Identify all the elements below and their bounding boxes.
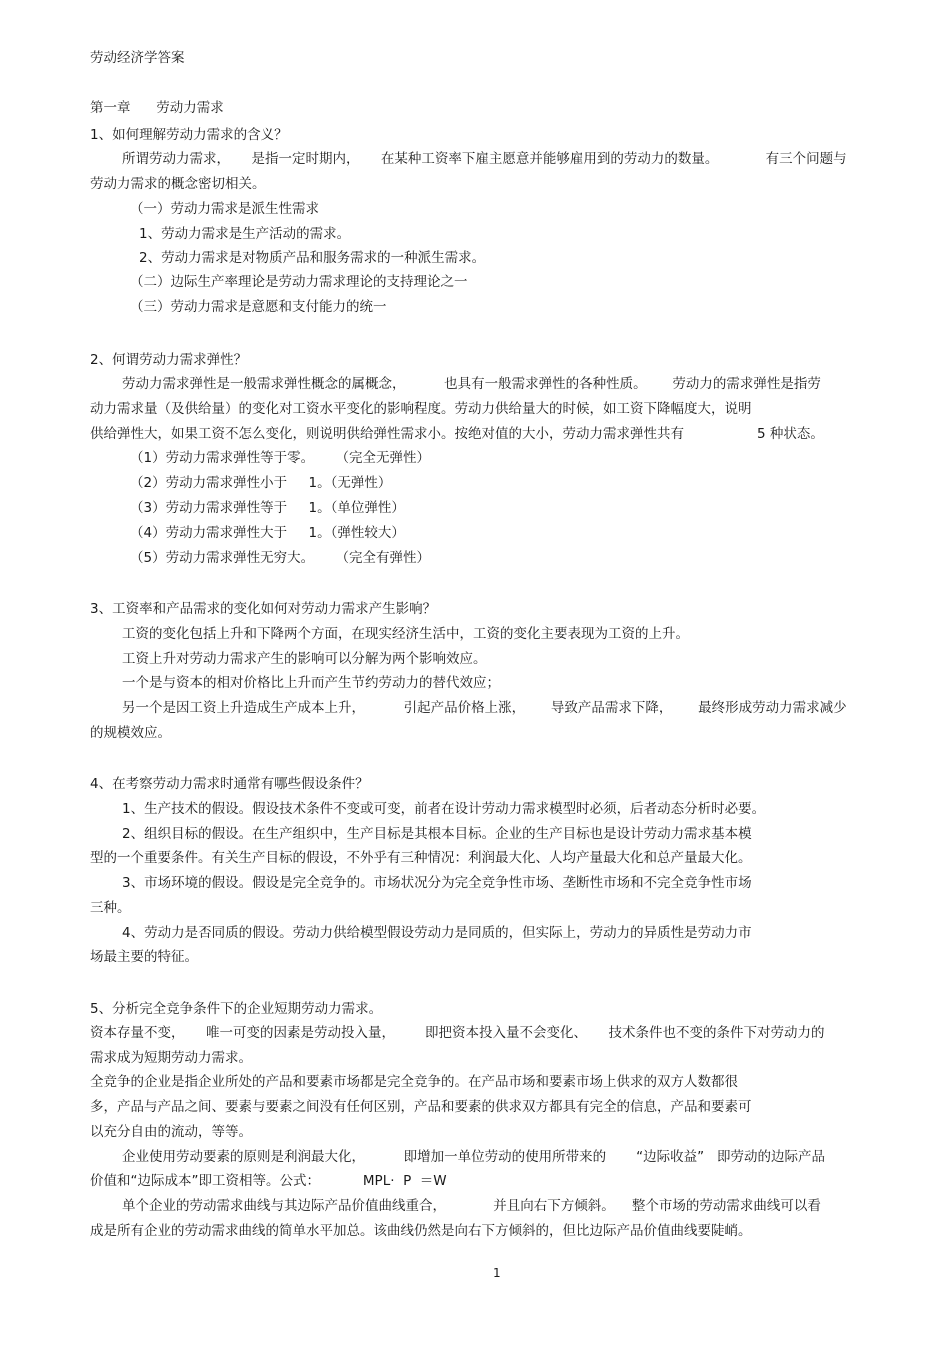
- paragraph-line: 一个是与资本的相对价格比上升而产生节约劳动力的替代效应；: [122, 675, 500, 691]
- formula-line: 价值和“边际成本”即工资相等。公式： MPL· P ＝W: [90, 1173, 447, 1189]
- chapter-heading: 第一章 劳动力需求: [90, 100, 224, 116]
- question-heading: 4、在考察劳动力需求时通常有哪些假设条件？: [90, 776, 369, 792]
- paragraph-line: 资本存量不变， 唯一可变的因素是劳动投入量， 即把资本投入量不会变化、 技术条件也不变的条件下对劳动力的: [90, 1025, 825, 1041]
- paragraph-line: 工资的变化包括上升和下降两个方面，在现实经济生活中，工资的变化主要表现为工资的上升。: [122, 626, 689, 642]
- list-item: 1、劳动力需求是生产活动的需求。: [139, 226, 351, 242]
- list-item: （3）劳动力需求弹性等于 1。（单位弹性）: [130, 500, 405, 516]
- paragraph-line: 3、市场环境的假设。假设是完全竞争的。市场状况分为完全竞争性市场、垄断性市场和不完全竞争性市场: [122, 875, 752, 891]
- paragraph-line: 劳动力需求弹性是一般需求弹性概念的属概念， 也具有一般需求弹性的各种性质。 劳动力的需求弹性是指劳: [122, 376, 821, 392]
- list-item: （三）劳动力需求是意愿和支付能力的统一: [130, 299, 387, 315]
- paragraph-line: 劳动力需求的概念密切相关。: [90, 176, 266, 192]
- list-item: 2、劳动力需求是对物质产品和服务需求的一种派生需求。: [139, 250, 486, 266]
- paragraph-line: 以充分自由的流动，等等。: [90, 1124, 252, 1140]
- list-item: （4）劳动力需求弹性大于 1。（弹性较大）: [130, 525, 405, 541]
- paragraph-line: 全竞争的企业是指企业所处的产品和要素市场都是完全竞争的。在产品市场和要素市场上供求的双方人数都很: [90, 1074, 738, 1090]
- paragraph-line: 4、劳动力是否同质的假设。劳动力供给模型假设劳动力是同质的，但实际上，劳动力的异质性是劳动力市: [122, 925, 752, 941]
- paragraph-line: 单个企业的劳动需求曲线与其边际产品价值曲线重合， 并且向右下方倾斜。 整个市场的劳动需求曲线可以看: [122, 1198, 821, 1214]
- paragraph-line: 型的一个重要条件。有关生产目标的假设，不外乎有三种情况：利润最大化、人均产量最大化和总产量最大化。: [90, 850, 752, 866]
- paragraph-line: 企业使用劳动要素的原则是利润最大化， 即增加一单位劳动的使用所带来的 “边际收益” 即劳动的边际产品: [122, 1149, 826, 1165]
- question-heading: 5、分析完全竞争条件下的企业短期劳动力需求。: [90, 1001, 383, 1017]
- list-item: （5）劳动力需求弹性无穷大。 （完全有弹性）: [130, 550, 431, 566]
- list-item: （1）劳动力需求弹性等于零。 （完全无弹性）: [130, 450, 431, 466]
- list-item: （一）劳动力需求是派生性需求: [130, 201, 319, 217]
- list-item: （二）边际生产率理论是劳动力需求理论的支持理论之一: [130, 274, 468, 290]
- question-heading: 2、何谓劳动力需求弹性？: [90, 352, 248, 368]
- paragraph-line: 动力需求量（及供给量）的变化对工资水平变化的影响程度。劳动力供给量大的时候，如工资下降幅度大，说明: [90, 401, 752, 417]
- paragraph-line: 三种。: [90, 900, 131, 916]
- question-heading: 3、工资率和产品需求的变化如何对劳动力需求产生影响？: [90, 601, 437, 617]
- page-number: 1: [493, 1266, 501, 1280]
- paragraph-line: 场最主要的特征。: [90, 949, 198, 965]
- paragraph-line: 1、生产技术的假设。假设技术条件不变或可变，前者在设计劳动力需求模型时必须，后者动态分析时必要。: [122, 801, 766, 817]
- paragraph-line: 工资上升对劳动力需求产生的影响可以分解为两个影响效应。: [122, 651, 487, 667]
- paragraph-line: 需求成为短期劳动力需求。: [90, 1050, 252, 1066]
- question-heading: 1、如何理解劳动力需求的含义？: [90, 127, 288, 143]
- paragraph-line: 2、组织目标的假设。在生产组织中，生产目标是其根本目标。企业的生产目标也是设计劳动力需求基本模: [122, 826, 752, 842]
- paragraph-line: 的规模效应。: [90, 725, 171, 741]
- list-item: （2）劳动力需求弹性小于 1。（无弹性）: [130, 475, 392, 491]
- paragraph-line: 多，产品与产品之间、要素与要素之间没有任何区别，产品和要素的供求双方都具有完全的信息，产品和要素可: [90, 1099, 752, 1115]
- document-title: 劳动经济学答案: [90, 50, 185, 66]
- paragraph-line: 供给弹性大，如果工资不怎么变化，则说明供给弹性需求小。按绝对值的大小，劳动力需求弹性共有 5 种状态。: [90, 426, 824, 442]
- paragraph-line: 另一个是因工资上升造成生产成本上升， 引起产品价格上涨， 导致产品需求下降， 最终形成劳动力需求减少: [122, 700, 847, 716]
- paragraph-line: 所谓劳动力需求， 是指一定时期内， 在某种工资率下雇主愿意并能够雇用到的劳动力的数量。 有三个问题与: [122, 151, 847, 167]
- paragraph-line: 成是所有企业的劳动需求曲线的简单水平加总。该曲线仍然是向右下方倾斜的，但比边际产品价值曲线要陡峭。: [90, 1223, 752, 1239]
